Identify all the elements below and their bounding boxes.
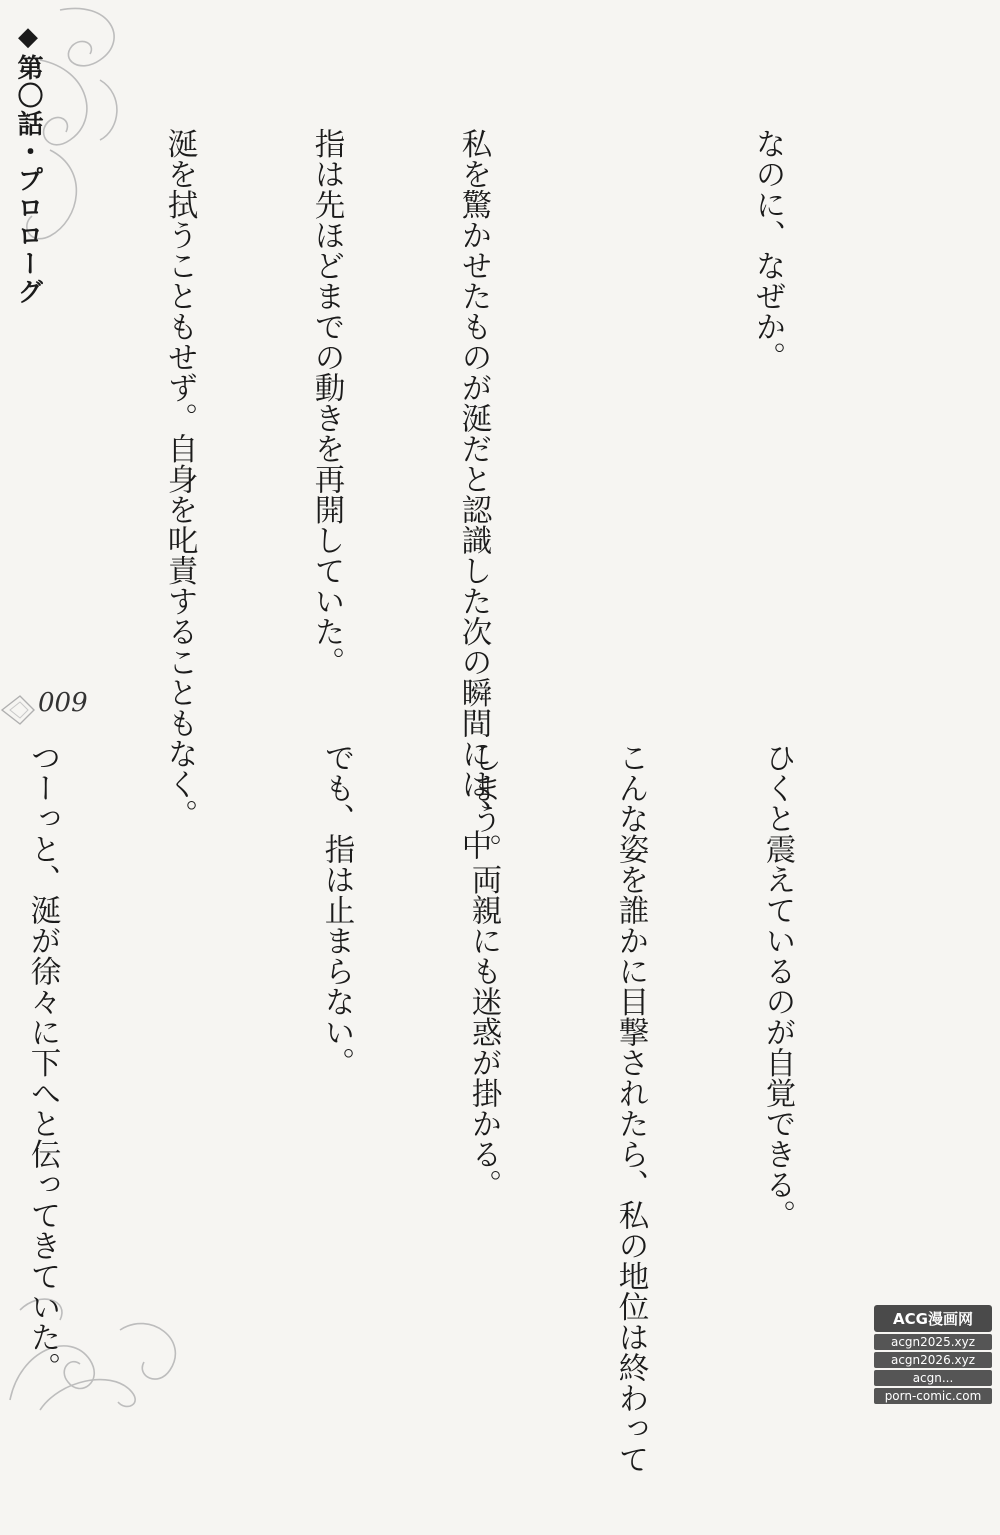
watermark-url: acgn2026.xyz: [874, 1352, 992, 1368]
text-line: つーっと、涎が徐々に下へと伝ってきていた。: [25, 742, 60, 1383]
watermark-url: acgn2025.xyz: [874, 1334, 992, 1350]
page-number: 009: [38, 688, 88, 718]
chapter-title: ◆第〇話・プロローグ: [13, 22, 43, 306]
text-line: 指は先ほどまでの動きを再開していた。: [309, 128, 344, 677]
text-line: 私を驚かせたものが涎だと認識した次の瞬間には、中: [456, 128, 491, 860]
text-line: ひくと震えているのが自覚できる。: [760, 742, 795, 1230]
watermark-title: ACG漫画网: [874, 1305, 992, 1332]
text-line: でも、指は止まらない。: [319, 742, 354, 1078]
text-line: [165, 742, 214, 1302]
watermark-url: acgn...: [874, 1370, 992, 1386]
top-text-block: [100, 128, 890, 860]
bottom-text-block: [25, 742, 900, 1474]
text-line: 涎を拭うこともせず。自身を叱責することもなく。: [162, 128, 197, 830]
text-line: なのに、なぜか。: [750, 128, 785, 372]
text-line: [8, 128, 57, 688]
site-watermark: [874, 1305, 992, 1406]
text-line: しまう。両親にも迷惑が掛かる。: [466, 742, 501, 1200]
page-number-ornament-icon: [0, 690, 40, 730]
watermark-url: porn-comic.com: [874, 1388, 992, 1404]
text-line: [596, 128, 645, 688]
text-line: こんな姿を誰かに目撃されたら、私の地位は終わって: [613, 742, 648, 1474]
